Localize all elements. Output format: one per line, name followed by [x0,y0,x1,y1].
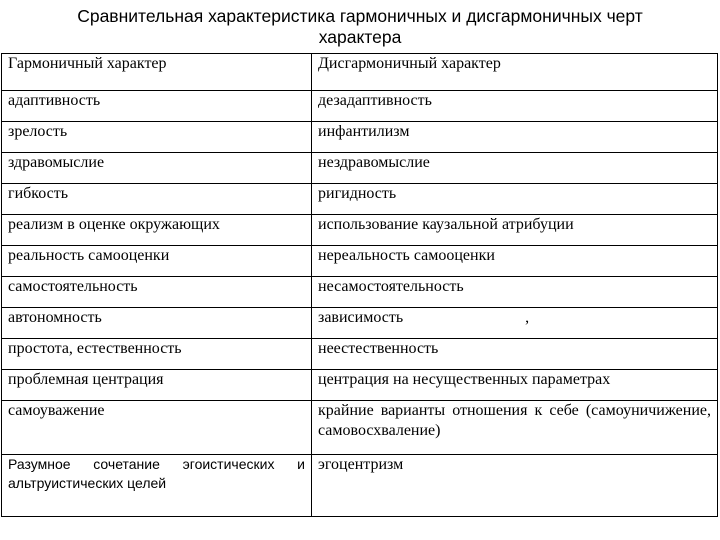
header-disharmonious: Дисгармоничный характер [312,54,718,91]
table-row [2,246,718,277]
table-row [2,339,718,370]
cell-disharmonious: дезадаптивность [312,91,718,122]
header-harmonious: Гармоничный характер [2,54,312,91]
table-row [2,401,718,455]
table-row [2,455,718,517]
cell-disharmonious: нездравомыслие [312,153,718,184]
table-row [2,215,718,246]
table-row [2,184,718,215]
cell-harmonious: простота, естественность [2,339,312,370]
table-row [2,122,718,153]
cell-harmonious: Разумное сочетание эгоистических и альтруистических целей [2,455,312,517]
cell-harmonious: здравомыслие [2,153,312,184]
table-row [2,91,718,122]
cell-disharmonious: нереальность самооценки [312,246,718,277]
cell-harmonious: реализм в оценке окружающих [2,215,312,246]
cell-disharmonious-text: зависимость [318,309,404,326]
cell-disharmonious: центрация на несущественных параметрах [312,370,718,401]
cell-harmonious: автономность [2,308,312,339]
page-title-line-2: характера [318,27,402,47]
cell-disharmonious: эгоцентризм [312,455,718,517]
cell-harmonious: реальность самооценки [2,246,312,277]
cell-disharmonious: крайние варианты отношения к себе (самоуничижение, самовосхваление) [312,401,718,455]
cell-disharmonious: несамостоятельность [312,277,718,308]
cell-harmonious: самоуважение [2,401,312,455]
table-row [2,370,718,401]
comparison-table [1,53,718,517]
cell-harmonious: зрелость [2,122,312,153]
table-row [2,153,718,184]
table-row [2,277,718,308]
page-title-line-1: Сравнительная характеристика гармоничных и дисгармоничных черт [77,6,643,26]
cell-harmonious: проблемная центрация [2,370,312,401]
cell-disharmonious: инфантилизм [312,122,718,153]
page-title [0,6,720,48]
stray-comma: , [525,309,530,326]
cell-disharmonious: использование каузальной атрибуции [312,215,718,246]
cell-disharmonious [312,308,718,339]
cell-harmonious: адаптивность [2,91,312,122]
cell-disharmonious: неестественность [312,339,718,370]
cell-harmonious: самостоятельность [2,277,312,308]
cell-disharmonious: ригидность [312,184,718,215]
table-row [2,308,718,339]
table-header-row [2,54,718,91]
cell-harmonious: гибкость [2,184,312,215]
